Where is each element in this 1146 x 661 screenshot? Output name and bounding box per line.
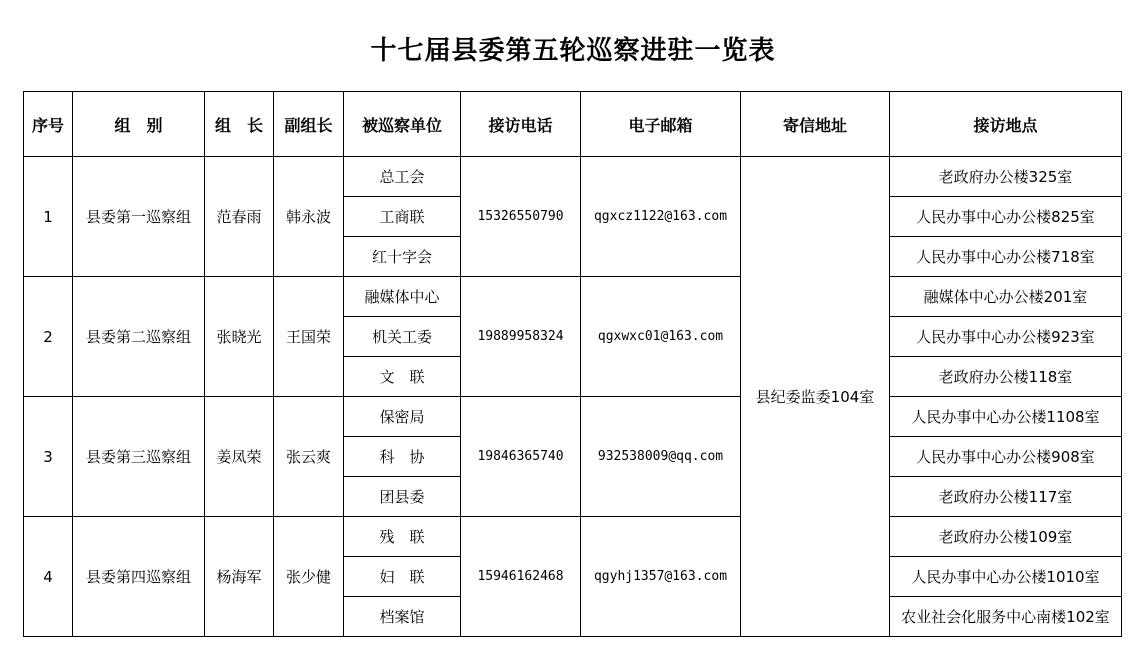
reception-location: 老政府办公楼325室 (890, 157, 1122, 197)
reception-location: 人民办事中心办公楼718室 (890, 237, 1122, 277)
header-leader: 组 长 (205, 92, 274, 157)
header-phone: 接访电话 (461, 92, 581, 157)
group-email: qgxcz1122@163.com (581, 157, 741, 277)
group-deputy: 张云爽 (274, 397, 344, 517)
reception-location: 融媒体中心办公楼201室 (890, 277, 1122, 317)
header-deputy: 副组长 (274, 92, 344, 157)
group-leader: 杨海军 (205, 517, 274, 637)
group-leader: 范春雨 (205, 157, 274, 277)
reception-location: 人民办事中心办公楼923室 (890, 317, 1122, 357)
group-name: 县委第二巡察组 (73, 277, 205, 397)
group-deputy: 韩永波 (274, 157, 344, 277)
reception-location: 人民办事中心办公楼825室 (890, 197, 1122, 237)
mail-address: 县纪委监委104室 (741, 157, 890, 637)
group-no: 1 (24, 157, 73, 277)
header-location: 接访地点 (890, 92, 1122, 157)
inspected-unit: 保密局 (344, 397, 461, 437)
reception-location: 老政府办公楼117室 (890, 477, 1122, 517)
reception-location: 人民办事中心办公楼1108室 (890, 397, 1122, 437)
table-row (24, 397, 1122, 437)
group-phone: 15946162468 (461, 517, 581, 637)
group-no: 3 (24, 397, 73, 517)
group-phone: 19846365740 (461, 397, 581, 517)
group-no: 2 (24, 277, 73, 397)
inspected-unit: 机关工委 (344, 317, 461, 357)
group-email: qgyhj1357@163.com (581, 517, 741, 637)
reception-location: 农业社会化服务中心南楼102室 (890, 597, 1122, 637)
reception-location: 老政府办公楼118室 (890, 357, 1122, 397)
reception-location: 人民办事中心办公楼1010室 (890, 557, 1122, 597)
header-row (24, 92, 1122, 157)
page-title: 十七届县委第五轮巡察进驻一览表 (370, 36, 776, 66)
group-name: 县委第三巡察组 (73, 397, 205, 517)
table-row (24, 157, 1122, 197)
table-row (24, 517, 1122, 557)
inspected-unit: 文 联 (344, 357, 461, 397)
inspected-unit: 档案馆 (344, 597, 461, 637)
group-name: 县委第一巡察组 (73, 157, 205, 277)
header-group: 组 别 (73, 92, 205, 157)
group-email: qgxwxc01@163.com (581, 277, 741, 397)
reception-location: 人民办事中心办公楼908室 (890, 437, 1122, 477)
header-unit: 被巡察单位 (344, 92, 461, 157)
inspected-unit: 团县委 (344, 477, 461, 517)
header-no: 序号 (24, 92, 73, 157)
group-leader: 姜凤荣 (205, 397, 274, 517)
inspected-unit: 妇 联 (344, 557, 461, 597)
group-name: 县委第四巡察组 (73, 517, 205, 637)
header-email: 电子邮箱 (581, 92, 741, 157)
inspected-unit: 残 联 (344, 517, 461, 557)
inspected-unit: 工商联 (344, 197, 461, 237)
reception-location: 老政府办公楼109室 (890, 517, 1122, 557)
table-row (24, 277, 1122, 317)
group-deputy: 张少健 (274, 517, 344, 637)
group-phone: 19889958324 (461, 277, 581, 397)
inspection-table (23, 91, 1122, 637)
inspected-unit: 融媒体中心 (344, 277, 461, 317)
header-mail-address: 寄信地址 (741, 92, 890, 157)
group-phone: 15326550790 (461, 157, 581, 277)
inspected-unit: 科 协 (344, 437, 461, 477)
group-no: 4 (24, 517, 73, 637)
inspected-unit: 总工会 (344, 157, 461, 197)
group-email: 932538009@qq.com (581, 397, 741, 517)
inspected-unit: 红十字会 (344, 237, 461, 277)
group-deputy: 王国荣 (274, 277, 344, 397)
group-leader: 张晓光 (205, 277, 274, 397)
